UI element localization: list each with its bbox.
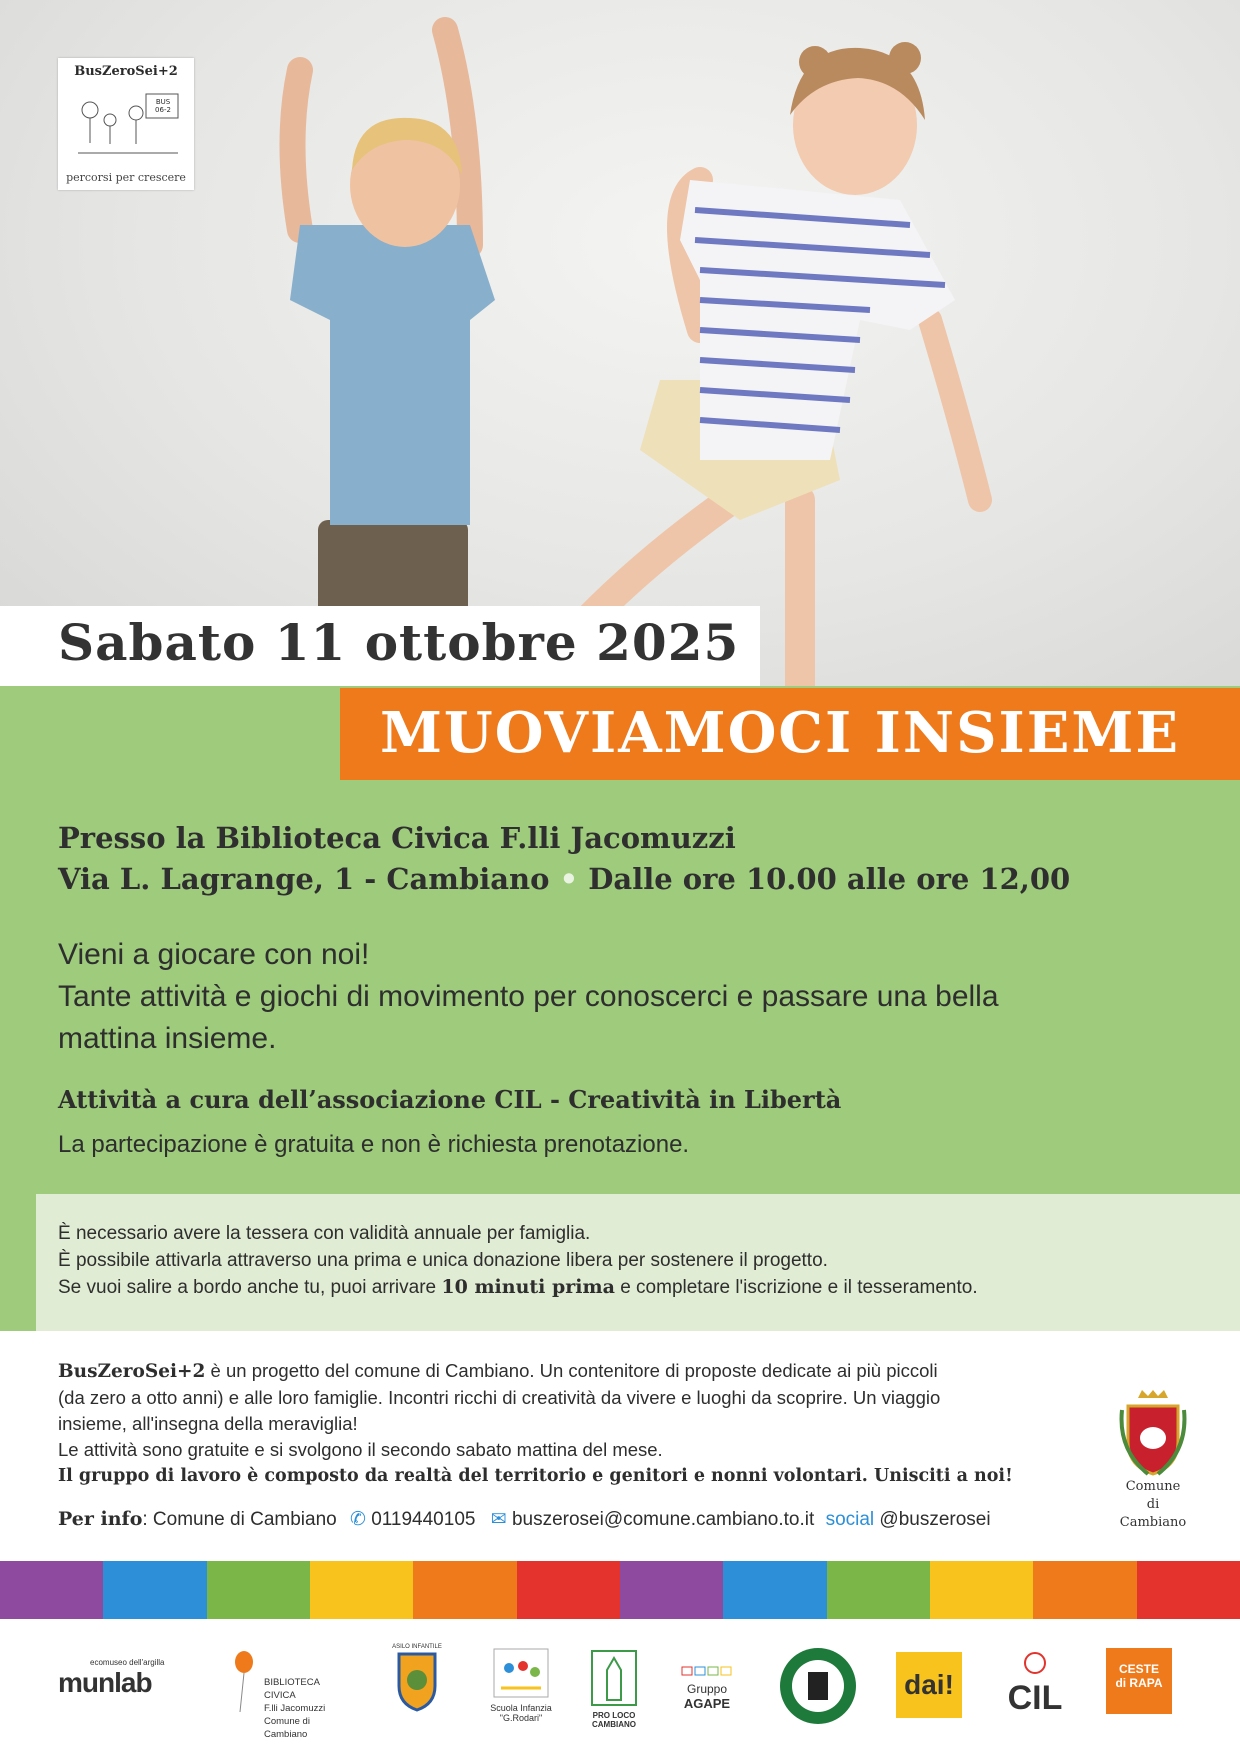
agape-logo [672,1664,742,1711]
ceste-line-1: CESTE [1118,1662,1159,1676]
intro-line-3: mattina insieme. [58,1022,277,1055]
bib-line-1: BIBLIOTECA CIVICA [264,1677,320,1701]
scuola-line-1: Scuola Infanzia [490,1703,552,1713]
contact-info [58,1508,991,1531]
balloon-icon [232,1650,256,1720]
logo-bus-label: BUS 06-2 [155,98,171,114]
color-stripe-8 [723,1561,826,1619]
event-date: Sabato 11 ottobre 2025 [58,613,740,672]
boy-figure [290,30,495,690]
crest-line-3: Cambiano [1119,1515,1187,1530]
girl-figure [560,42,980,690]
agape-line-1: Gruppo [686,1682,728,1696]
cil-text: CIL [1007,1679,1063,1717]
logo-subtitle: percorsi per crescere [66,171,186,184]
notice-line-3-start: Se vuoi salire a bordo anche tu, puoi arrivare [58,1277,442,1298]
comune-label [1100,1478,1206,1532]
proloco-logo [586,1650,642,1729]
crest-line-2: di [1146,1497,1160,1512]
membership-notice [58,1220,978,1301]
email-icon: ✉ [490,1509,507,1530]
munlab-tagline: ecomuseo dell'argilla [90,1658,165,1667]
color-stripe-bar [0,1561,1240,1619]
info-social[interactable]: @buszerosei [879,1509,991,1530]
sponsor-logos [0,1640,1240,1740]
asilo-shield-icon [395,1650,439,1712]
project-description [58,1358,1118,1489]
activity-organizer: Attività a cura dell’associazione CIL - Creatività in Libertà [58,1085,842,1114]
color-stripe-7 [620,1561,723,1619]
color-stripe-3 [207,1561,310,1619]
color-stripe-12 [1137,1561,1240,1619]
about-line-1 [58,1358,1118,1385]
about-brand: BusZeroSei+2 [58,1361,206,1382]
about-line-1-text: è un progetto del comune di Cambiano. Un contenitore di proposte dedicate ai più piccoli [205,1360,938,1381]
ceste-di-rapa-logo [1106,1648,1172,1714]
intro-line-1: Vieni a giocare con noi! [58,938,370,971]
free-participation-note: La partecipazione è gratuita e non è richiesta prenotazione. [58,1131,690,1158]
circolo-fotografico-icon [778,1646,858,1726]
intro-line-2: Tante attività e giochi di movimento per conoscerci e passare una bella [58,980,999,1013]
color-stripe-9 [827,1561,930,1619]
notice-line-2: È possibile attivarla attraverso una prima e unica donazione libera per sostenere il progetto. [58,1250,828,1271]
munlab-logo [58,1658,208,1699]
color-stripe-11 [1033,1561,1136,1619]
location-separator: • [559,862,579,896]
asilo-name: ASILO INFANTILE [392,1644,442,1650]
logo-title: BusZeroSei+2 [74,64,178,79]
about-line-4: Le attività sono gratuite e si svolgono il secondo sabato mattina del mese. [58,1439,663,1460]
location-address: Via L. Lagrange, 1 - Cambiano [58,862,550,896]
dai-text: dai! [904,1669,954,1700]
proloco-tower-icon [591,1650,637,1706]
event-intro [58,934,1178,1060]
notice-line-3 [58,1274,978,1301]
scuola-line-2: "G.Rodari" [499,1713,543,1723]
proloco-line-1: PRO LOCO [592,1711,636,1720]
crest-line-1: Comune [1125,1479,1181,1494]
comune-crest-icon [1118,1390,1188,1476]
agape-squares-icon [680,1665,734,1677]
asilo-logo [392,1644,442,1717]
rodari-drawing-icon [493,1648,549,1698]
color-stripe-10 [930,1561,1033,1619]
event-time: Dalle ore 10.00 alle ore 12,00 [588,862,1071,896]
color-stripe-2 [103,1561,206,1619]
bib-line-2: F.lli Jacomuzzi [264,1703,326,1714]
phone-icon: ✆ [349,1509,366,1530]
cil-logo [1000,1650,1070,1715]
social-label: social [825,1509,875,1530]
about-line-5: Il gruppo di lavoro è composto da realtà del territorio e genitori e nonni volontari. Unisciti a noi! [58,1466,1013,1486]
color-stripe-4 [310,1561,413,1619]
scuola-rodari-logo [486,1648,556,1723]
color-stripe-1 [0,1561,103,1619]
about-line-3: insieme, all'insegna della meraviglia! [58,1413,358,1434]
notice-line-1: È necessario avere la tessera con validità annuale per famiglia. [58,1223,591,1244]
cil-doodle-icon [1020,1650,1050,1676]
hero-photo [0,0,1240,690]
buszerosei-logo [58,58,194,190]
location-line-2 [58,859,1070,900]
munlab-name: munlab [58,1667,152,1698]
color-stripe-6 [517,1561,620,1619]
event-title: MUOVIAMOCI INSIEME [379,700,1181,766]
notice-line-3-end: e completare l'iscrizione e il tesseramento. [614,1277,978,1298]
info-label: Per info [58,1508,143,1530]
color-stripe-5 [413,1561,516,1619]
info-phone[interactable]: 0119440105 [371,1509,476,1530]
event-location [58,818,1070,900]
agape-line-2: AGAPE [683,1696,731,1711]
location-line-1: Presso la Biblioteca Civica F.lli Jacomuzzi [58,821,736,855]
info-email[interactable]: buszerosei@comune.cambiano.to.it [511,1509,815,1530]
bib-line-3: Comune di Cambiano [264,1716,310,1740]
notice-highlight: 10 minuti prima [441,1276,615,1298]
info-org: : Comune di Cambiano [142,1509,337,1530]
dai-logo [896,1652,962,1718]
ceste-line-2: di RAPA [1115,1676,1163,1690]
about-line-2: (da zero a otto anni) e alle loro famiglie. Incontri ricchi di creatività da vivere e luoghi da scoprire. Un viaggio [58,1387,941,1408]
proloco-line-2: CAMBIANO [592,1720,636,1729]
